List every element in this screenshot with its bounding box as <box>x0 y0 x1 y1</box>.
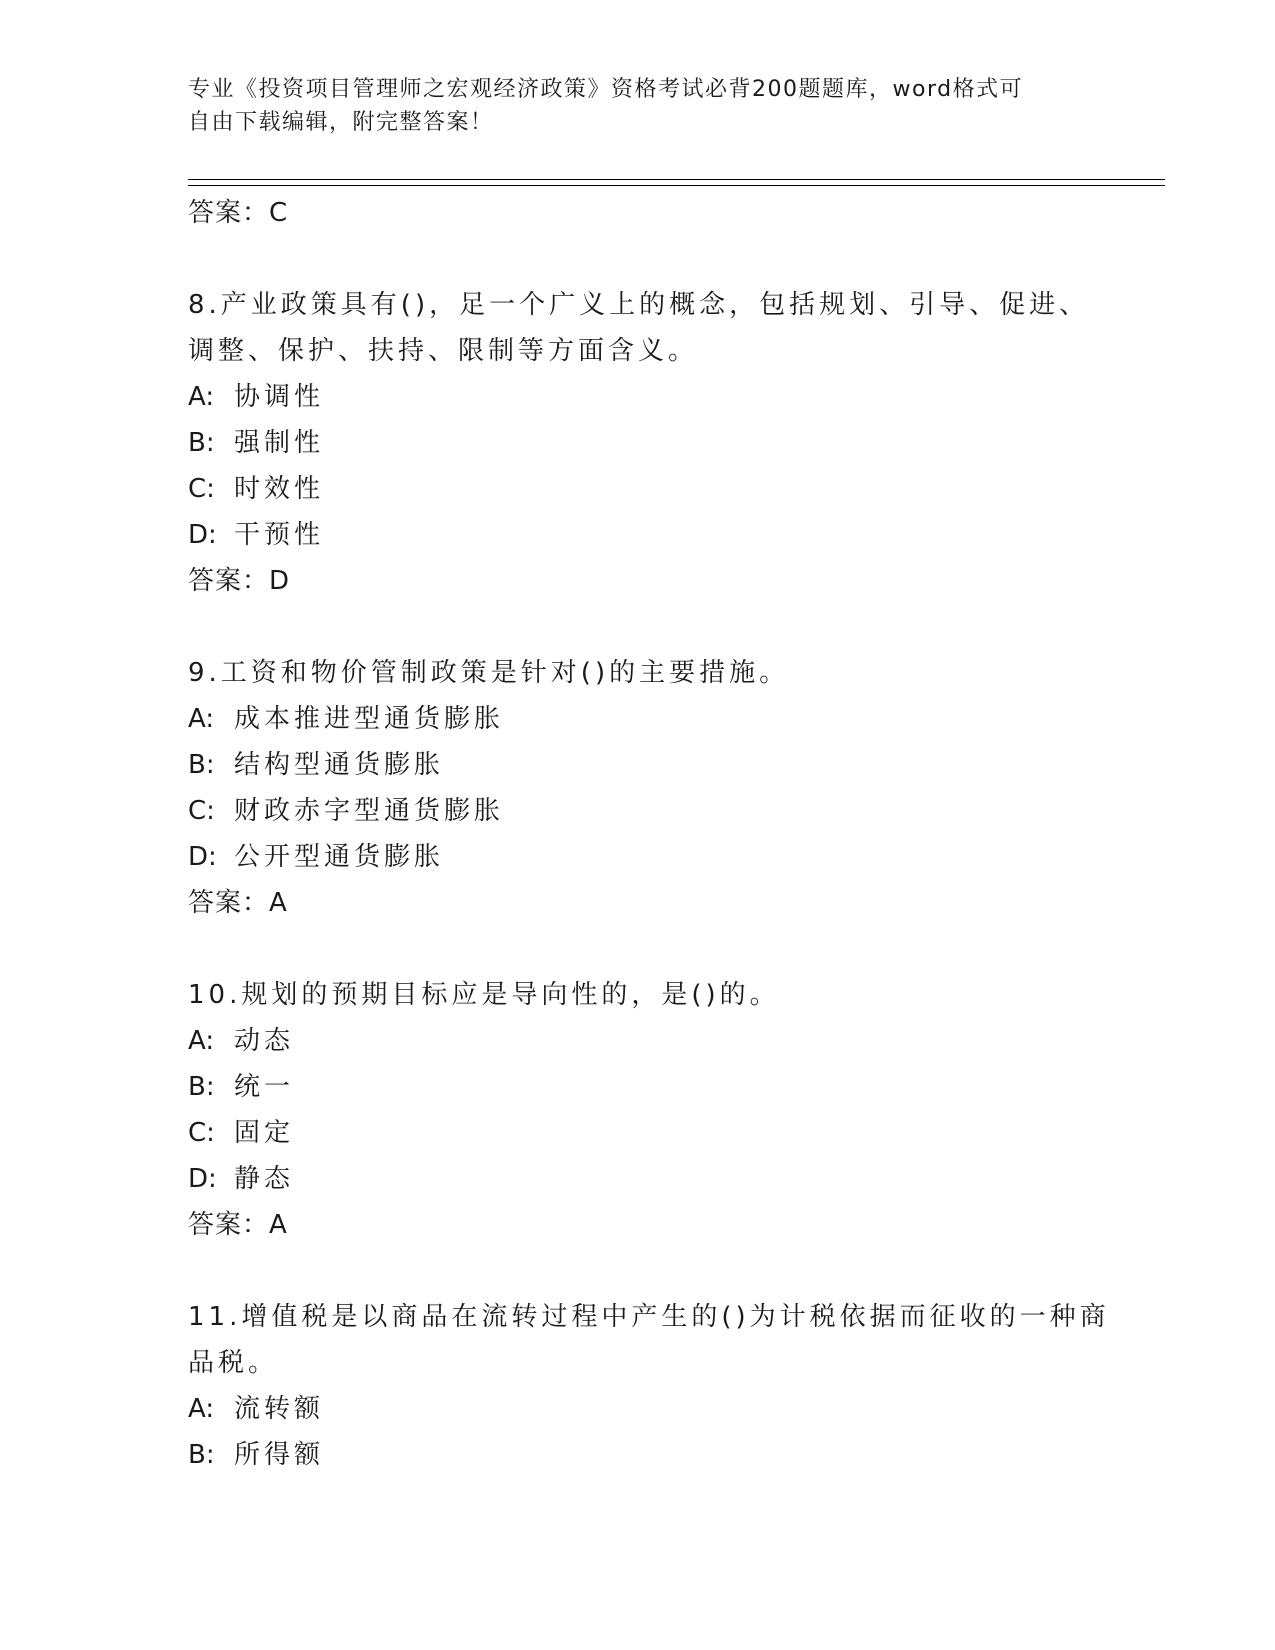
option-text: 强制性 <box>234 428 325 458</box>
option-letter: B: <box>188 1072 215 1102</box>
header-line-2: 自由下载编辑，附完整答案！ <box>188 110 494 135</box>
question-stem: 9.工资和物价管制政策是针对()的主要措施。 <box>188 658 790 688</box>
option-a <box>188 1018 1165 1064</box>
answer-line: 答案：A <box>188 1210 288 1240</box>
spacer <box>188 926 1165 972</box>
page-header <box>188 73 1088 139</box>
option-text: 公开型通货膨胀 <box>234 842 445 872</box>
question-stem: 调整、保护、扶持、限制等方面含义。 <box>188 336 699 366</box>
option-c <box>188 1110 1165 1156</box>
option-text: 固定 <box>234 1118 295 1148</box>
option-a <box>188 696 1165 742</box>
question-block <box>188 650 1165 926</box>
question-stem: 8.产业政策具有()，足一个广义上的概念，包括规划、引导、促进、 <box>188 290 1090 320</box>
option-b <box>188 1064 1165 1110</box>
option-a <box>188 374 1165 420</box>
question-block <box>188 972 1165 1248</box>
question-block <box>188 282 1165 604</box>
option-letter: B: <box>188 428 215 458</box>
option-a <box>188 1386 1165 1432</box>
spacer <box>188 604 1165 650</box>
option-letter: C: <box>188 1118 215 1148</box>
option-letter: D: <box>188 1164 217 1194</box>
option-text: 时效性 <box>234 474 325 504</box>
spacer <box>188 236 1165 282</box>
option-text: 流转额 <box>234 1394 325 1424</box>
option-letter: B: <box>188 750 215 780</box>
option-letter: C: <box>188 796 215 826</box>
option-d <box>188 512 1165 558</box>
question-stem: 品税。 <box>188 1348 279 1378</box>
option-letter: D: <box>188 842 217 872</box>
option-text: 财政赤字型通货膨胀 <box>234 796 505 826</box>
question-stem: 11.增值税是以商品在流转过程中产生的()为计税依据而征收的一种商 <box>188 1302 1110 1332</box>
option-letter: A: <box>188 1394 215 1424</box>
option-c <box>188 466 1165 512</box>
option-letter: A: <box>188 382 215 412</box>
option-text: 所得额 <box>234 1440 325 1470</box>
option-letter: D: <box>188 520 217 550</box>
option-letter: C: <box>188 474 215 504</box>
option-b <box>188 420 1165 466</box>
option-text: 静态 <box>234 1164 295 1194</box>
answer-line: 答案：D <box>188 566 291 596</box>
option-text: 统一 <box>234 1072 295 1102</box>
option-text: 结构型通货膨胀 <box>234 750 445 780</box>
option-letter: B: <box>188 1440 215 1470</box>
question-list <box>188 190 1165 1478</box>
option-c <box>188 788 1165 834</box>
option-b <box>188 742 1165 788</box>
option-text: 干预性 <box>234 520 325 550</box>
option-letter: A: <box>188 704 215 734</box>
answer-line: 答案：C <box>188 198 289 228</box>
option-text: 成本推进型通货膨胀 <box>234 704 505 734</box>
header-double-rule <box>188 179 1165 186</box>
option-text: 动态 <box>234 1026 295 1056</box>
option-d <box>188 834 1165 880</box>
question-stem: 10.规划的预期目标应是导向性的，是()的。 <box>188 980 780 1010</box>
question-block <box>188 1294 1165 1478</box>
option-b <box>188 1432 1165 1478</box>
option-d <box>188 1156 1165 1202</box>
option-letter: A: <box>188 1026 215 1056</box>
option-text: 协调性 <box>234 382 325 412</box>
header-line-1: 专业《投资项目管理师之宏观经济政策》资格考试必背200题题库，word格式可 <box>188 77 1024 102</box>
spacer <box>188 1248 1165 1294</box>
answer-line: 答案：A <box>188 888 288 918</box>
